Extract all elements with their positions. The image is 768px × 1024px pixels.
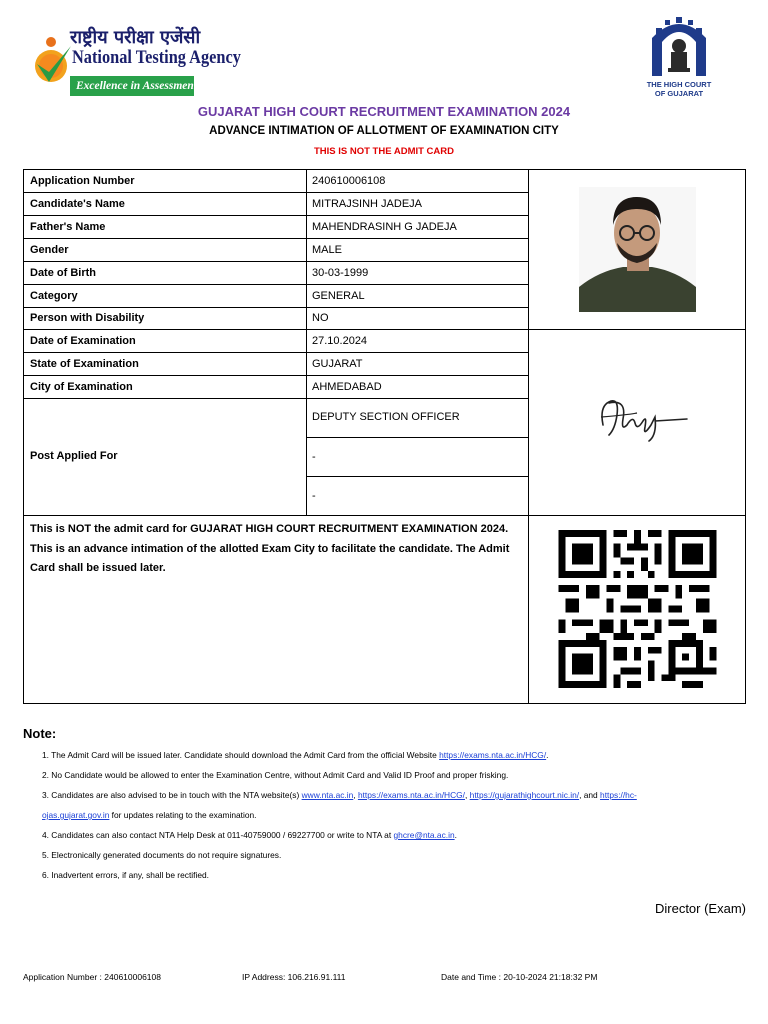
note-item [42, 765, 742, 785]
note-4-text: 4. Candidates can also contact NTA Help Desk at 011-40759000 / 69227700 or write to NTA at [42, 830, 394, 840]
note-6-text: 6. Inadvertent errors, if any, shall be rectified. [42, 870, 209, 880]
value-post-1: DEPUTY SECTION OFFICER [312, 411, 460, 423]
link-nta-website[interactable]: www.nta.ac.in [301, 790, 354, 800]
nta-tagline: Excellence in Assessment [70, 76, 194, 96]
note-item: 4. Candidates can also contact NTA Help Desk at 011-40759000 / 69227700 or write to NTA at ghcre@nta.ac.in. [42, 830, 457, 840]
label-exam-city: City of Examination [30, 381, 133, 393]
high-court-caption [636, 80, 722, 98]
nta-name: National Testing Agency [72, 47, 241, 68]
value-exam-date: 27.10.2024 [312, 335, 368, 347]
link-gujarat-high-court[interactable]: https://gujarathighcourt.nic.in/ [469, 790, 580, 800]
note-item: 3. Candidates are also advised to be in touch with the NTA website(s) www.nta.ac.in, https://exams.nta.ac.in/HCG/, https://gujarathighcourt.nic.in/, and https://hc- ojas.gujarat.gov.in for updates relating to the examination. [42, 790, 637, 820]
label-category: Category [30, 290, 78, 302]
value-exam-state: GUJARAT [312, 358, 363, 370]
hc-caption-line1: THE HIGH COURT [646, 80, 712, 89]
note-heading: Note: [23, 726, 57, 741]
label-disability: Person with Disability [30, 312, 145, 324]
value-exam-city: AHMEDABAD [312, 381, 382, 393]
value-candidate-name: MITRAJSINH JADEJA [312, 198, 423, 210]
footer-application-number: Application Number : 240610006108 [23, 972, 161, 982]
not-admit-card-warning: THIS IS NOT THE ADMIT CARD [313, 146, 455, 157]
label-gender: Gender [30, 244, 69, 256]
note-item [42, 865, 742, 885]
value-disability: NO [312, 312, 329, 324]
hc-caption-line2: OF GUJARAT [654, 89, 704, 98]
link-helpdesk-email[interactable]: ghcre@nta.ac.in [393, 830, 455, 840]
note-3-text: 3. Candidates are also advised to be in touch with the NTA website(s) [42, 790, 302, 800]
value-application-number: 240610006108 [312, 175, 386, 187]
qr-code [546, 523, 729, 695]
label-candidate-name: Candidate's Name [30, 198, 125, 210]
advance-intimation-notice: This is NOT the admit card for GUJARAT HIGH COURT RECRUITMENT EXAMINATION 2024. This is an advance intimation of the allotted Exam City to facilitate the candidate. The Admit Card shall be issued later. [30, 523, 510, 574]
footer-ip-address: IP Address: 106.216.91.111 [242, 972, 346, 982]
label-father-name: Father's Name [30, 221, 106, 233]
value-father-name: MAHENDRASINH G JADEJA [312, 221, 457, 233]
value-post-3: - [312, 490, 316, 502]
note-3-tail: for updates relating to the examination. [109, 810, 257, 820]
candidate-signature [597, 395, 689, 443]
note-1-text: 1. The Admit Card will be issued later. Candidate should download the Admit Card from the official Website [42, 750, 440, 760]
note-item: 1. The Admit Card will be issued later. Candidate should download the Admit Card from the official Website https://exams.nta.ac.in/HCG/. [42, 750, 549, 760]
exam-title: GUJARAT HIGH COURT RECRUITMENT EXAMINATION 2024 [197, 104, 571, 119]
signatory-title: Director (Exam) [654, 901, 746, 916]
value-category: GENERAL [312, 290, 365, 302]
value-post-2: - [312, 451, 316, 463]
link-exams-nta-hcg[interactable]: https://exams.nta.ac.in/HCG/ [439, 750, 547, 760]
note-2-text: 2. No Candidate would be allowed to enter the Examination Centre, without Admit Card and Valid ID Proof and proper frisking. [42, 770, 509, 780]
link-exams-nta-hcg-2[interactable]: https://exams.nta.ac.in/HCG/ [357, 790, 465, 800]
label-post-applied: Post Applied For [30, 450, 118, 462]
value-gender: MALE [312, 244, 342, 256]
document-subtitle: ADVANCE INTIMATION OF ALLOTMENT OF EXAMINATION CITY [209, 125, 559, 137]
label-application-number: Application Number [30, 175, 135, 187]
notes-list [42, 745, 742, 885]
link-hc-ojas-cont[interactable]: ojas.gujarat.gov.in [42, 810, 110, 820]
link-hc-ojas[interactable]: https://hc- [600, 790, 637, 800]
label-exam-date: Date of Examination [30, 335, 136, 347]
label-date-of-birth: Date of Birth [30, 267, 96, 279]
nta-logo-icon [33, 34, 73, 90]
nta-hindi-name: राष्ट्रीय परीक्षा एजेंसी [70, 27, 201, 48]
value-date-of-birth: 30-03-1999 [312, 267, 369, 279]
note-item [42, 845, 742, 865]
label-exam-state: State of Examination [30, 358, 139, 370]
high-court-emblem-icon [646, 16, 712, 78]
footer-date-time: Date and Time : 20-10-2024 21:18:32 PM [441, 972, 598, 982]
candidate-photo [579, 187, 696, 312]
note-5-text: 5. Electronically generated documents do not require signatures. [42, 850, 282, 860]
